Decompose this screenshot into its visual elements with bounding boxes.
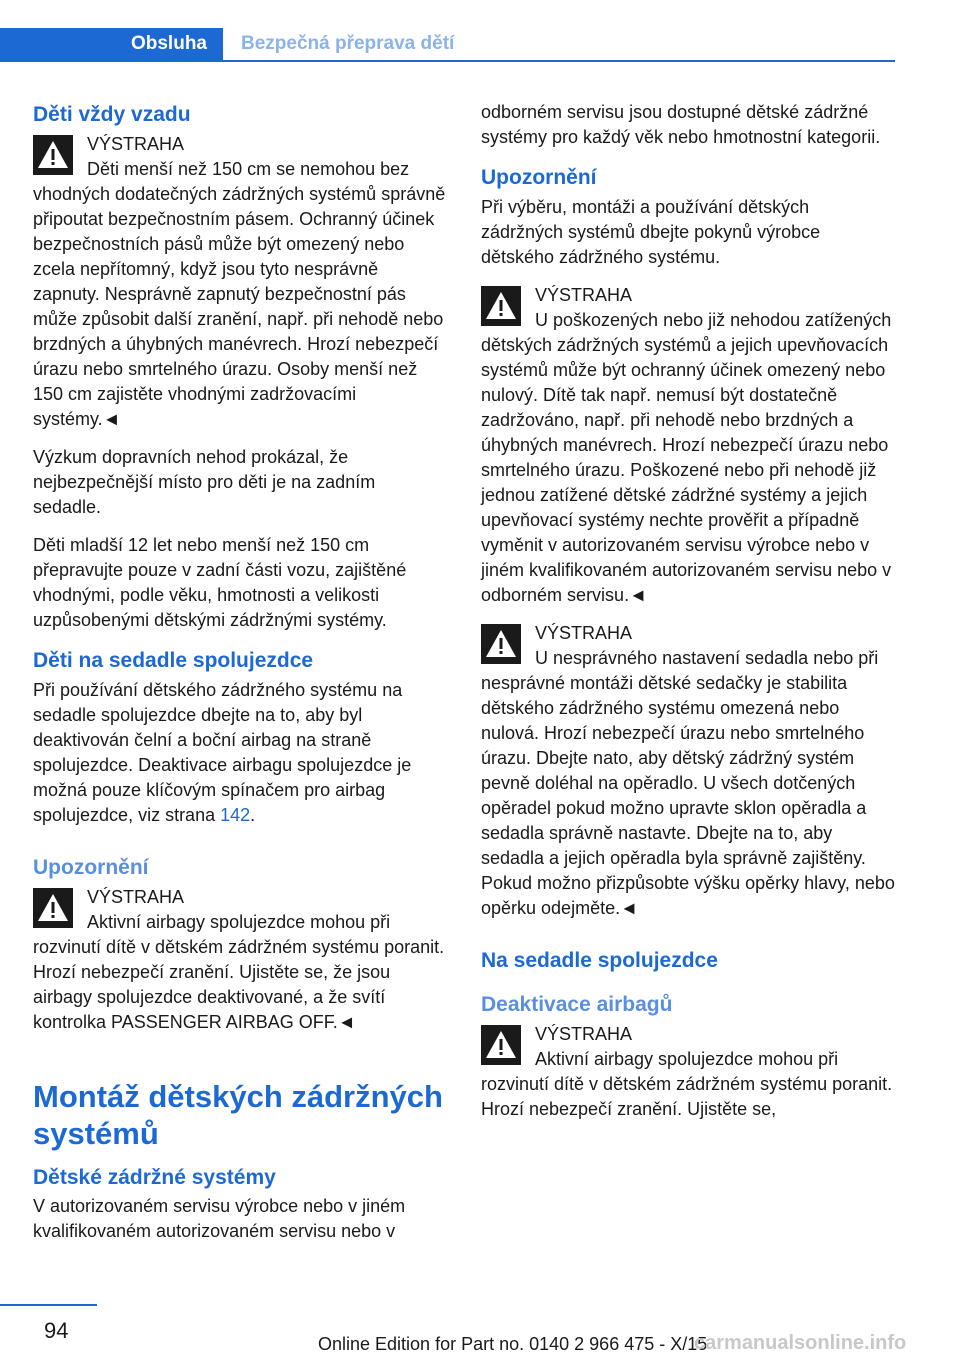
spacer — [481, 934, 896, 946]
heading-notice: Upozornění — [481, 166, 597, 189]
heading-passenger-seat: Děti na sedadle spolujezdce — [33, 649, 314, 672]
watermark: carmanualsonline.info — [694, 1332, 907, 1354]
warning-triangle-icon — [33, 888, 73, 928]
page-number: 94 — [44, 1318, 69, 1343]
heading-on-passenger-seat: Na sedadle spolujezdce — [481, 949, 718, 972]
warning-block — [33, 885, 448, 1035]
spacer — [481, 978, 896, 990]
warning-text: U poškozených nebo již nehodou zatížených dětských zádržných systémů a jejich upevňovacích systémů může být ochranný účinek omezený nebo nulový. Dítě tak např. nemusí být dostatečně zadržováno, např. při nehodě nebo brzdných a úhybných manévrech. Hrozí nebezpečí úrazu nebo smrtelného úrazu. Poškozené nebo při nehodě již jednou zatížené dětské zádržné systémy a jejich upevňovací systémy nechte prověřit a případně vyměnit v autorizovaném servisu výrobce nebo v jiném kvalifikovaném autorizovaném servisu nebo v odborném servisu.◄ — [481, 310, 892, 605]
warning-triangle-icon — [481, 286, 521, 326]
warning-title: VÝSTRAHA — [87, 887, 185, 907]
page-reference-link[interactable]: 142 — [220, 805, 251, 825]
warning-title: VÝSTRAHA — [535, 1024, 633, 1044]
warning-text: Děti menší než 150 cm se nemohou bez vhodných dodatečných zádržných systémů správně připoutat bezpečnostním pásem. Ochranný účinek bezpečnostních pásů může být omezený nebo zcela nepřítomný, když jsou tyto nesprávně zapnuty. Nesprávně zapnutý bezpečnostní pás může způsobit další zranění, např. při nehodě nebo brzdných a úhybných manévrech. Hrozí nebezpečí úrazu nebo smrtelného úrazu. Osoby menší než 150 cm zajistěte vhodnými zadržovacími systémy.◄ — [33, 159, 446, 429]
warning-text: Aktivní airbagy spolujezdce mohou při rozvinutí dítě v dětském zádržném systému poranit. Hrozí nebezpečí zranění. Ujistěte se, — [481, 1049, 893, 1119]
paragraph-notice: Při výběru, montáži a používání dětských zádržných systémů dbejte pokynů výrobce dětského zádržného systému. — [481, 197, 821, 267]
footer-divider — [0, 1304, 97, 1306]
left-column — [33, 100, 448, 1257]
heading-notice: Upozornění — [33, 856, 149, 879]
page-header — [0, 0, 895, 62]
header-divider — [0, 60, 895, 62]
warning-triangle-icon — [481, 624, 521, 664]
paragraph-younger: Děti mladší 12 let nebo menší než 150 cm přepravujte pouze v zadní části vozu, zajištěné vhodnými, podle věku, hmotnosti a velikosti uzpůsobenými dětskými zádržnými systémy. — [33, 535, 407, 630]
paragraph-research: Výzkum dopravních nehod prokázal, že nejbezpečnější místo pro děti je na zadním sedadle. — [33, 447, 376, 517]
warning-text: Aktivní airbagy spolujezdce mohou při rozvinutí dítě v dětském zádržném systému poranit. Hrozí nebezpečí zranění. Ujistěte se, že jsou airbagy spolujezdce deaktivované, a že svítí kontrolka PASSENGER AIRBAG OFF.◄ — [33, 912, 445, 1032]
spacer — [33, 841, 448, 853]
warning-block — [481, 621, 896, 921]
heading-children-rear: Děti vždy vzadu — [33, 103, 191, 126]
edition-text: Online Edition for Part no. 0140 2 966 475 - X/15 — [318, 1334, 708, 1354]
tab-obsluha[interactable]: Obsluha — [0, 28, 223, 60]
paragraph-passenger-end: . — [250, 805, 256, 825]
warning-title: VÝSTRAHA — [535, 285, 633, 305]
warning-title: VÝSTRAHA — [535, 623, 633, 643]
paragraph-dealer-continued: odborném servisu jsou dostupné dětské zádržné systémy pro každý věk nebo hmotnostní kategorii. — [481, 102, 881, 147]
paragraph-passenger — [33, 678, 448, 828]
warning-triangle-icon — [33, 135, 73, 175]
section-title-installation: Montáž dětských zádržných systémů — [33, 1079, 443, 1151]
spacer — [33, 1048, 448, 1078]
breadcrumb[interactable]: Bezpečná přeprava dětí — [241, 33, 455, 54]
heading-child-systems: Dětské zádržné systémy — [33, 1166, 276, 1189]
warning-title: VÝSTRAHA — [87, 134, 185, 154]
heading-airbag-deactivation: Deaktivace airbagů — [481, 993, 673, 1016]
paragraph-passenger-text: Při používání dětského zádržného systému na sedadle spolujezdce dbejte na to, aby byl deaktivován čelní a boční airbag na straně spolujezdce. Deaktivace airbagu spolujezdce je možná pouze klíčovým spínačem pro airbag spolujezdce, viz strana — [33, 680, 412, 825]
warning-triangle-icon — [481, 1025, 521, 1065]
warning-block — [481, 1022, 896, 1122]
right-column — [481, 100, 896, 1135]
paragraph-dealer: V autorizovaném servisu výrobce nebo v jiném kvalifikovaném autorizovaném servisu nebo v — [33, 1196, 406, 1241]
warning-text: U nesprávného nastavení sedadla nebo při nesprávné montáži dětské sedačky je stabilita dětského zádržného systému omezená nebo nulová. Hrozí nebezpečí úrazu nebo smrtelného úrazu. Dbejte nato, aby dětský zádržný systém pevně doléhal na opěradlo. U všech dotčených opěradel pokud možno upravte sklon opěradla a sedadla správně nastavte. Dbejte na to, aby sedadla a jejich opěradla byla správně zajištěny. Pokud možno přizpůsobte výšku opěrky hlavy, nebo opěrku odejměte.◄ — [481, 648, 895, 918]
warning-block — [33, 132, 448, 432]
warning-block — [481, 283, 896, 608]
